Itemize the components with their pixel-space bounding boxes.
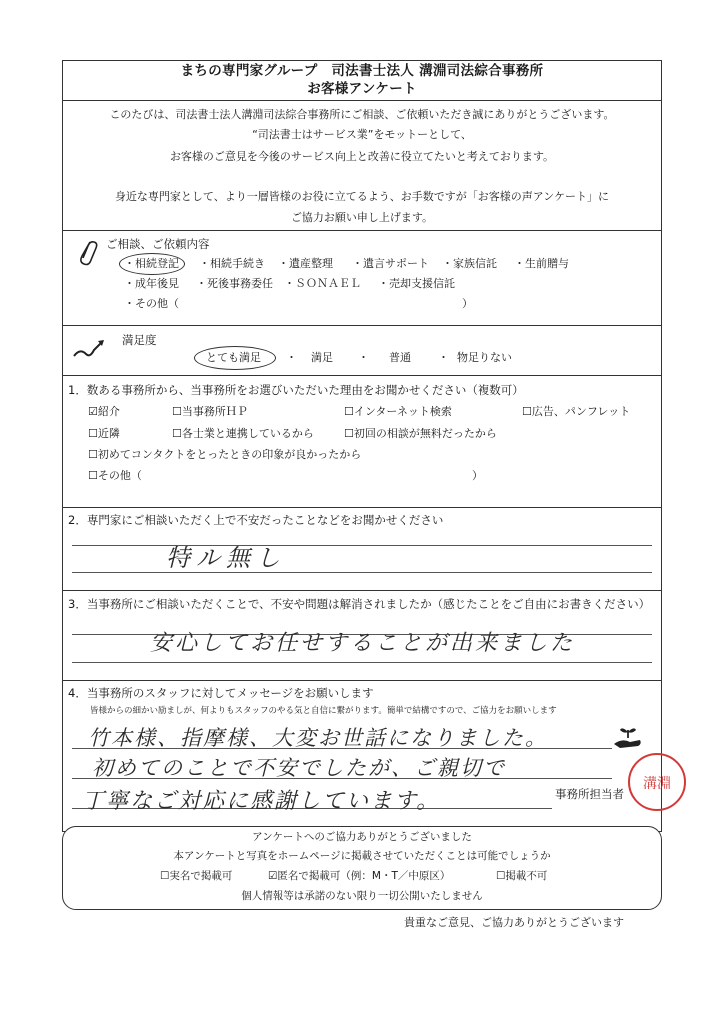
q1-other-close: ） (472, 469, 483, 482)
q4-subtext: 皆様からの細かい励ましが、何よりもスタッフのやる気と自信に繋がります。簡単で結構ですので、ご協力をお願いします (90, 706, 557, 716)
footer-thanks: 貴重なご意見、ご協力ありがとうございます (404, 916, 624, 929)
request-other-close: ） (462, 297, 473, 310)
satisfaction-divider (62, 375, 662, 376)
request-option-other[interactable]: ・その他（ (124, 297, 179, 310)
satisfaction-separator: ・ (358, 351, 369, 364)
stamp-text: 溝淵 (643, 776, 671, 792)
q1-option-collaboration[interactable]: ☐各士業と連携しているから (172, 427, 314, 440)
request-option-souzoku-tetsuzuki[interactable]: ・相続手続き (199, 257, 265, 270)
request-option-baikyaku[interactable]: ・売却支援信託 (378, 277, 455, 290)
request-option-yuigon[interactable]: ・遺言サポート (352, 257, 429, 270)
q1-option-neighborhood[interactable]: ☐近隣 (88, 427, 120, 440)
publish-question: 本アンケートと写真をホームページに掲載させていただくことは可能でしょうか (173, 850, 551, 862)
publish-thanks: アンケートへのご協力ありがとうございました (252, 831, 472, 843)
request-option-isan-seiri[interactable]: ・遺産整理 (278, 257, 333, 270)
survey-subtitle: お客様アンケート (307, 81, 417, 97)
q4-answer-line-1: 竹本様、指摩様、大変お世話になりました。 (88, 726, 548, 750)
q1-option-first-impression[interactable]: ☐初めてコンタクトをとったときの印象が良かったから (88, 448, 362, 461)
q1-option-homepage[interactable]: ☐当事務所ＨＰ (172, 405, 248, 418)
pen-icon (72, 338, 106, 360)
publish-option-not-allowed[interactable]: ☐掲載不可 (496, 870, 548, 882)
satisfaction-very-satisfied[interactable]: とても満足 (206, 351, 261, 364)
q2-handwritten-answer: 特ル無し (166, 544, 286, 572)
q2-answer-line (72, 545, 652, 546)
q1-option-free-consult[interactable]: ☐初回の相談が無料だったから (344, 427, 497, 440)
request-option-seinen-kouken[interactable]: ・成年後見 (124, 277, 179, 290)
survey-title: まちの専門家グループ 司法書士法人 溝淵司法綜合事務所 (180, 63, 544, 79)
request-option-seizen-zouyo[interactable]: ・生前贈与 (514, 257, 569, 270)
q2-heading: 2．専門家にご相談いただく上で不安だったことなどをお聞かせください (68, 513, 444, 527)
q4-answer-line-2: 初めてのことで不安でしたが、ご親切で (92, 756, 506, 780)
privacy-note: 個人情報等は承諾のない限り一切公開いたしません (241, 890, 483, 902)
paperclip-icon (76, 238, 98, 268)
request-option-souzoku-touki[interactable]: ・相続登記 (124, 257, 179, 270)
staff-seal-stamp (628, 753, 686, 811)
publish-option-real-name[interactable]: ☐実名で掲載可 (160, 870, 233, 882)
q1-option-referral[interactable]: ☑紹介 (88, 405, 120, 418)
q1-option-advertisement[interactable]: ☐広告、パンフレット (522, 405, 631, 418)
satisfaction-satisfied[interactable]: 満足 (311, 351, 333, 364)
q2-answer-line (72, 572, 652, 573)
intro-line-5: ご協力お願い申し上げます。 (290, 211, 434, 224)
q1-option-internet[interactable]: ☐インターネット検索 (344, 405, 452, 418)
request-heading: ご相談、ご依頼内容 (106, 237, 210, 251)
request-divider (62, 325, 662, 326)
q1-heading: 1．数ある事務所から、当事務所をお選びいただいた理由をお聞かせください（複数可） (68, 383, 524, 397)
intro-line-1: このたびは、司法書士法人溝淵司法綜合事務所にご相談、ご依頼いただき誠にありがとうございます。 (109, 108, 615, 121)
intro-line-4: 身近な専門家として、より一層皆様のお役に立てるよう、お手数ですが「お客様の声アンケート」に (114, 190, 610, 203)
header-divider (62, 100, 662, 101)
request-option-sonael[interactable]: ・ＳＯＮＡＥＬ (284, 277, 361, 290)
plant-hand-icon (612, 724, 644, 750)
satisfaction-normal[interactable]: 普通 (389, 351, 411, 364)
satisfaction-separator: ・ (438, 351, 449, 364)
request-option-shigo-jimu[interactable]: ・死後事務委任 (196, 277, 273, 290)
q3-handwritten-answer: 安心してお任せすることが出来ました (150, 631, 576, 656)
q3-heading: 3．当事務所にご相談いただくことで、不安や問題は解消されましたか（感じたことをご自由にお書きください） (68, 597, 651, 611)
satisfaction-separator: ・ (286, 351, 297, 364)
satisfaction-heading: 満足度 (122, 333, 157, 347)
intro-line-2: “司法書士はサービス業”をモットーとして、 (252, 128, 472, 141)
request-option-kazoku-shintaku[interactable]: ・家族信託 (442, 257, 497, 270)
q1-divider (62, 507, 662, 508)
q2-divider (62, 590, 662, 591)
q1-option-other[interactable]: ☐その他（ (88, 469, 142, 482)
satisfaction-insufficient[interactable]: 物足りない (457, 351, 512, 364)
intro-line-3: お客様のご意見を今後のサービス向上と改善に役立てたいと考えております。 (169, 150, 555, 163)
staff-in-charge-label: 事務所担当者 (555, 787, 624, 801)
publish-option-anonymous[interactable]: ☑匿名で掲載可（例：M・T／中原区） (268, 870, 451, 882)
q4-answer-line-3: 丁寧なご対応に感謝しています。 (82, 789, 441, 814)
q3-answer-line (72, 662, 652, 663)
q3-divider (62, 680, 662, 681)
q4-heading: 4．当事務所のスタッフに対してメッセージをお願いします (68, 686, 374, 700)
intro-divider (62, 230, 662, 231)
